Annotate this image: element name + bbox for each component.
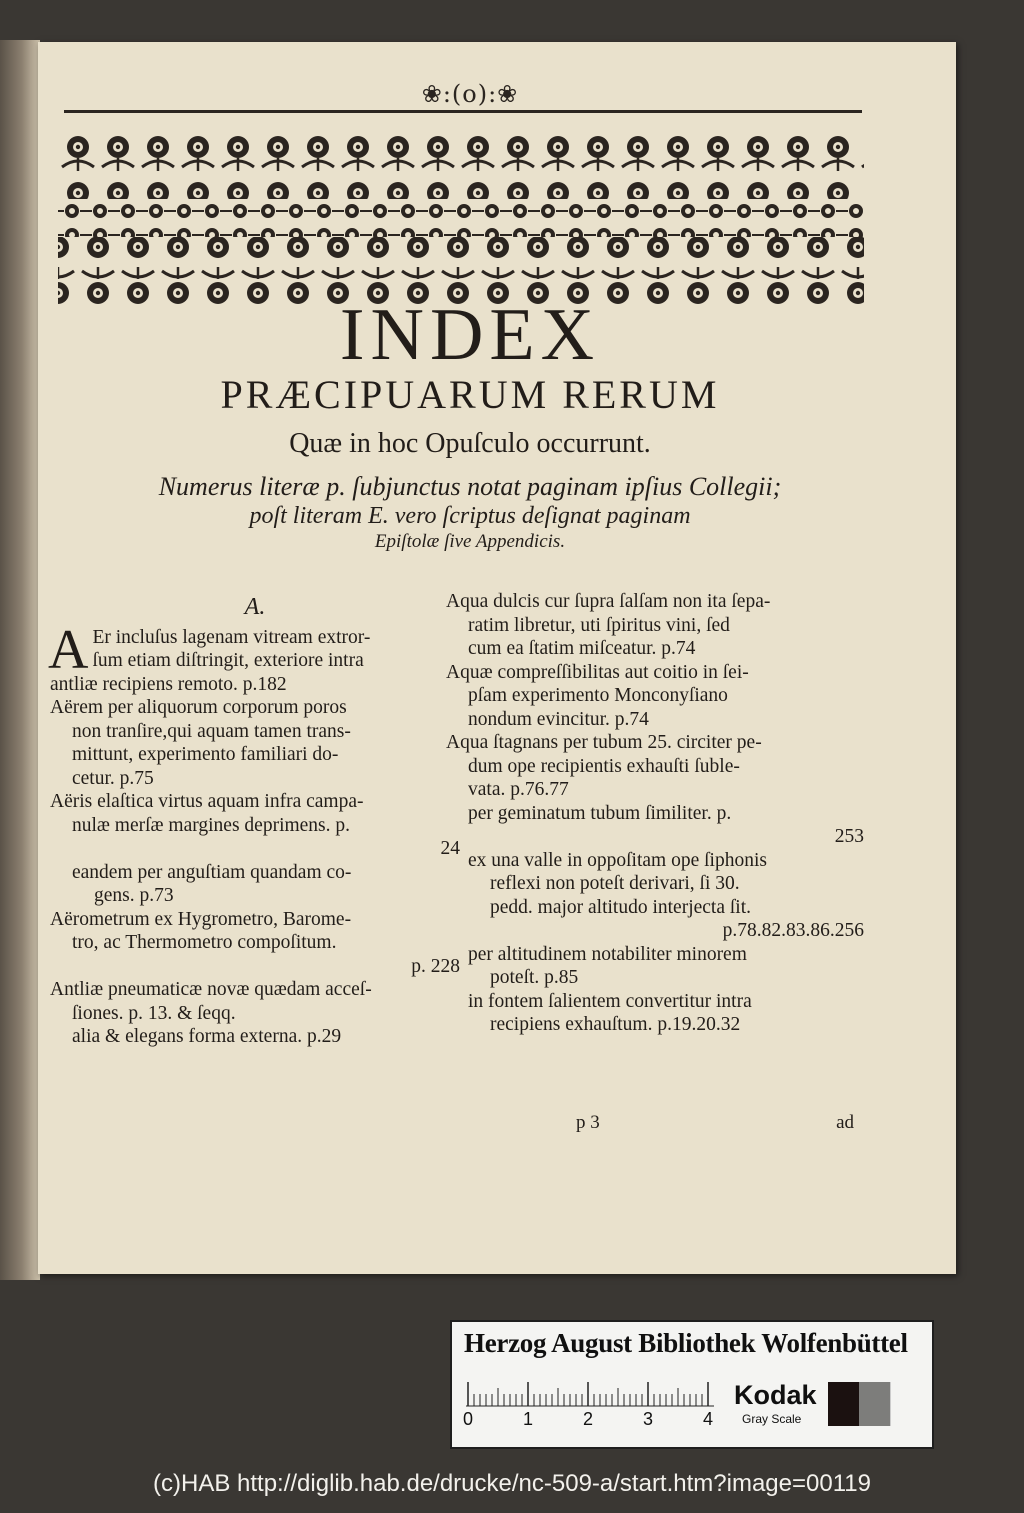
running-head: ❀:(o):❀ <box>421 80 519 108</box>
ruler-number: 4 <box>702 1409 714 1429</box>
title-index: INDEX <box>339 294 601 376</box>
drop-cap: A <box>48 618 89 681</box>
index-entry-line: non tranſire,qui aquam tamen trans- <box>72 720 351 742</box>
index-entry-line: antliæ recipiens remoto. p.182 <box>50 673 287 695</box>
index-entry-line: Aërometrum ex Hygrometro, Barome- <box>50 908 352 930</box>
floral-ornament-band <box>58 127 864 312</box>
gray-scale-label: Gray Scale <box>742 1412 802 1426</box>
library-name: Herzog August Bibliothek Wolfenbüttel <box>464 1328 908 1358</box>
index-entry <box>446 661 864 732</box>
index-entry <box>446 943 864 990</box>
index-entry-line: reflexi non poteſt derivari, ſi 30. <box>490 873 740 894</box>
index-entry <box>446 731 864 802</box>
ruler-number: 3 <box>642 1409 654 1429</box>
index-entry-line: in fontem ſalientem convertitur intra <box>468 990 752 1012</box>
index-entry-line: cum ea ſtatim miſceatur. p.74 <box>468 638 696 659</box>
index-entry <box>446 802 864 849</box>
catchword: ad <box>836 1112 854 1133</box>
index-entry-line: per geminatum tubum ſimiliter. p. <box>468 802 732 824</box>
swatch-white <box>890 1382 922 1426</box>
index-entry <box>50 1025 460 1049</box>
index-entry <box>446 849 864 943</box>
index-entry-line: ſiones. p. 13. & ſeqq. <box>72 1002 236 1024</box>
title-line3: Quæ in hoc Opuſculo occurrunt. <box>289 428 651 459</box>
footer-copyright-url: (c)HAB http://diglib.hab.de/drucke/nc-509-a/start.htm?image=00119 <box>153 1470 871 1497</box>
index-entry <box>50 978 460 1025</box>
index-entry <box>50 861 460 908</box>
index-entry-line: ratim libretur, uti ſpiritus vini, ſed <box>468 614 730 636</box>
intro-line-1: Numerus literæ p. ſubjunctus notat paginam ipſius Collegii; <box>158 472 782 501</box>
index-entry-line: recipiens exhauſtum. p.19.20.32 <box>490 1014 741 1035</box>
intro-line-2: poſt literam E. vero ſcriptus deſignat paginam <box>249 503 691 529</box>
head-rule <box>64 110 862 113</box>
index-entry-line: dum ope recipientis exhauſti ſuble- <box>468 755 740 777</box>
index-entry-line: Aëris elaſtica virtus aquam infra campa- <box>50 791 364 812</box>
color-calibration-card <box>450 1320 934 1449</box>
index-entry-line: per altitudinem notabiliter minorem <box>468 943 747 965</box>
index-entry-line: Er incluſus lagenam vitream extror- <box>92 626 371 648</box>
index-entry-line: mittunt, experimento familiari do- <box>72 744 339 765</box>
index-entry-line: 24 <box>440 838 460 859</box>
intro-line-3: Epiſtolæ ſive Appendicis. <box>374 531 566 552</box>
ruler-number: 1 <box>522 1409 534 1429</box>
ruler-number: 0 <box>462 1409 474 1429</box>
adjacent-page-edge <box>0 40 40 1280</box>
index-entry-line: tro, ac Thermometro compoſitum. <box>72 932 337 953</box>
measurement-ruler <box>464 1380 724 1428</box>
kodak-logo: Kodak <box>734 1380 817 1410</box>
index-entry-line: nulæ merſæ margines deprimens. p. <box>72 814 351 836</box>
index-entry-line: nondum evincitur. p.74 <box>468 708 649 730</box>
index-entry <box>446 590 864 661</box>
section-letter: A. <box>244 594 266 620</box>
index-entry-line: gens. p.73 <box>94 885 174 906</box>
index-entry <box>50 908 460 979</box>
index-entry-line: Aqua dulcis cur ſupra ſalſam non ita ſepa- <box>446 591 771 612</box>
index-entry-line: Antliæ pneumaticæ novæ quædam acceſ- <box>50 979 372 1000</box>
index-entry-line: Aquæ compreſſibilitas aut coitio in ſei- <box>446 661 749 683</box>
index-entry-line: ſum etiam diſtringit, exteriore intra <box>92 650 364 671</box>
index-entry-line: Aërem per aliquorum corporum poros <box>50 697 347 718</box>
index-entry-line: cetur. p.75 <box>72 767 154 789</box>
index-entry-line: pſam experimento Monconyſiano <box>468 685 728 706</box>
swatch-black <box>828 1382 859 1426</box>
index-entry <box>48 618 460 697</box>
index-entry-line: 253 <box>834 826 864 847</box>
index-entry-line: ex una valle in oppoſitam ope ſiphonis <box>468 849 767 871</box>
index-entry-line: Aqua ſtagnans per tubum 25. circiter pe- <box>446 732 762 753</box>
index-entry-line: p. 228 <box>411 955 460 977</box>
index-entry-line: vata. p.76.77 <box>468 779 569 800</box>
index-entry-line: p.78.82.83.86.256 <box>722 920 864 941</box>
left-column <box>50 590 460 1049</box>
index-entry <box>50 790 460 861</box>
index-entry-line: eandem per anguſtiam quandam co- <box>72 861 352 883</box>
title-subtitle: PRÆCIPUARUM RERUM <box>220 372 720 417</box>
index-entry-line: pedd. major altitudo interjecta ſit. <box>490 896 752 918</box>
ruler-number: 2 <box>582 1409 594 1429</box>
signature-mark: p 3 <box>576 1112 600 1133</box>
intro-note <box>90 472 850 554</box>
swatch-gray <box>859 1382 890 1426</box>
index-entry-line: alia & elegans forma externa. p.29 <box>72 1026 342 1047</box>
index-entry <box>446 990 864 1037</box>
right-column <box>446 590 864 1037</box>
index-entry <box>50 696 460 790</box>
index-entry-line: poteſt. p.85 <box>490 967 579 988</box>
